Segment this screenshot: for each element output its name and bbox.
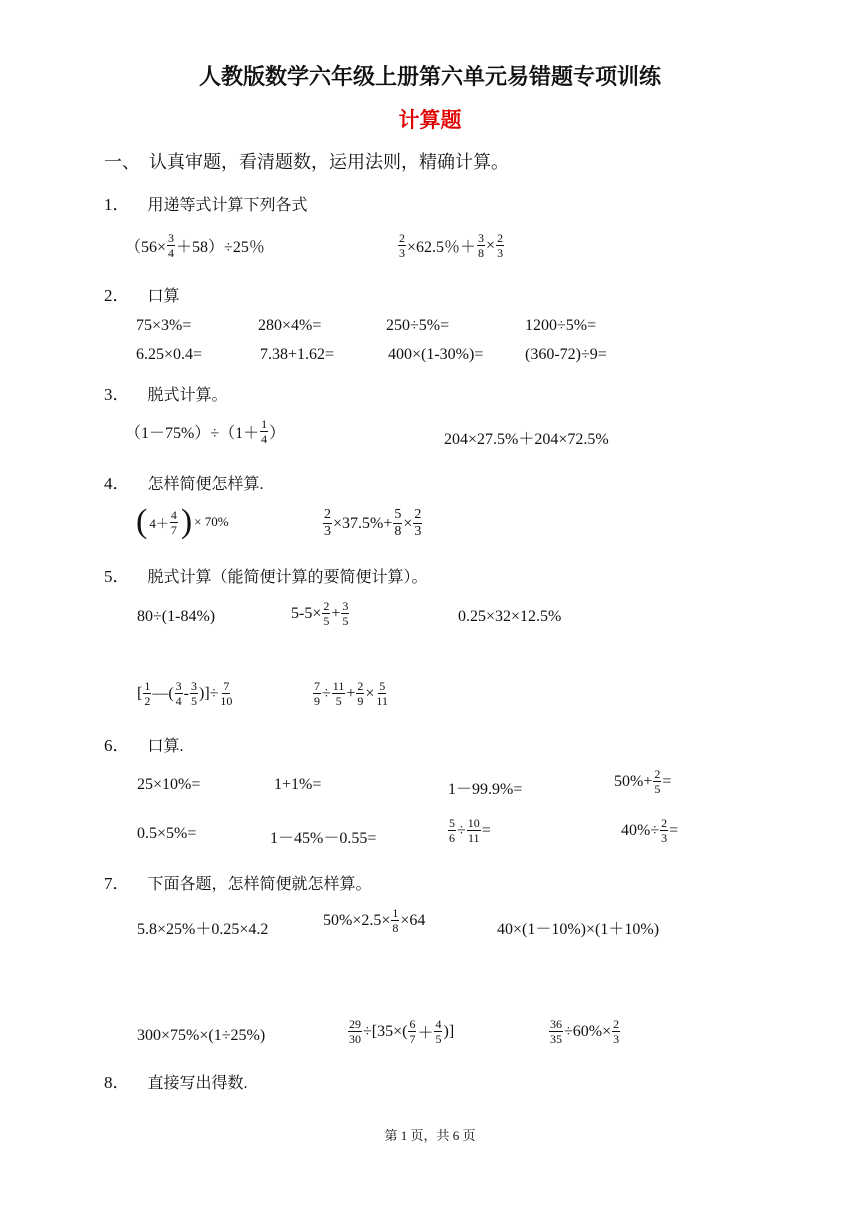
fraction: $\frac{1}{4}$ [261,417,268,446]
question-text: 口算 [147,288,180,305]
question-text: 下面各题，怎样简便就怎样算。 [147,876,372,893]
question-5 [104,562,428,587]
fraction: $\frac{7}{10}$ [220,679,233,708]
fraction: $\frac{7}{9}$ [314,679,320,708]
expr-text: ×37.5%+ [333,514,393,532]
expr-text: + [346,684,356,702]
fraction: $\frac{11}{5}$ [332,679,345,708]
expr-text: ） [269,425,286,442]
question-2 [104,281,180,306]
expr-text: ＋ [417,1025,434,1042]
q7-expression-e [347,1018,454,1045]
fraction: $\frac{3}{4}$ [168,231,175,260]
oral-calc-item [621,817,678,844]
page-subtitle: 计算题 [398,108,462,132]
q4-expression-a [134,505,229,539]
expr-text: ×62.5％＋ [407,239,477,256]
fraction: $\frac{3}{8}$ [478,231,485,260]
question-number: 8． [104,1073,130,1092]
expr-text: —( [152,684,174,702]
expr-text: × [403,514,413,532]
page-title: 人教版数学六年级上册第六单元易错题专项训练 [198,64,661,89]
question-text: 用递等式计算下列各式 [147,197,308,214]
fraction: $\frac{4}{7}$ [170,507,177,537]
q7-expression-d: 300×75%×(1÷25%) [137,1027,266,1044]
fraction: $\frac{2}{3}$ [497,231,504,260]
paren-left: ( [136,503,148,540]
fraction: $\frac{4}{5}$ [435,1017,442,1046]
fraction: $\frac{2}{5}$ [323,599,330,628]
question-number: 2． [104,286,130,305]
oral-calc-item: 250÷5%= [386,317,450,334]
q3-expression-b: 204×27.5%＋204×72.5% [444,431,609,448]
question-text: 直接写出得数. [147,1075,248,1092]
question-number: 5． [104,567,130,586]
fraction: $\frac{3}{5}$ [342,599,349,628]
oral-calc-item: 25×10%= [137,776,201,793]
oral-calc-item: (360-72)÷9= [525,346,607,363]
q7-expression-b [323,907,425,934]
question-text: 脱式计算。 [147,387,228,404]
expr-text: - [183,684,189,702]
question-7 [104,869,372,894]
oral-calc-item: 1200÷5%= [525,317,597,334]
fraction: $\frac{1}{8}$ [392,906,399,935]
fraction: $\frac{29}{30}$ [349,1017,361,1046]
fraction: $\frac{5}{6}$ [449,816,455,845]
expr-text: × [365,684,375,702]
paren-right: ) [180,503,193,540]
fraction: $\frac{2}{3}$ [613,1017,620,1046]
expr-text: ÷ [457,821,466,839]
question-number: 1． [104,195,130,214]
question-8 [104,1068,248,1093]
fraction: $\frac{10}{11}$ [467,816,480,845]
question-number: 6． [104,736,130,755]
fraction: $\frac{36}{35}$ [550,1017,562,1046]
question-4 [104,469,264,494]
question-1 [104,190,308,215]
oral-calc-item: 280×4%= [258,317,322,334]
q1-expression-b [397,232,505,259]
oral-calc-item: 0.5×5%= [137,825,197,842]
expr-text: ÷60%× [564,1022,612,1040]
q7-expression-a: 5.8×25%＋0.25×4.2 [137,921,269,938]
expr-text: [ [137,684,143,702]
expr-text: = [481,821,491,839]
expr-text: = [662,772,672,790]
oral-calc-item: 6.25×0.4= [136,346,203,363]
question-number: 7． [104,874,130,893]
expr-text: 4＋ [149,515,169,531]
section-heading: 一、 认真审题，看清题数，运用法则，精确计算。 [104,152,509,172]
expr-text: × [486,236,496,254]
oral-calc-item: 7.38+1.62= [260,346,335,363]
oral-calc-item: 1－45%－0.55= [270,830,377,847]
expr-text: ÷ [322,684,331,702]
expr-text: )]÷ [198,684,219,702]
fraction: $\frac{1}{2}$ [144,679,151,708]
expr-text: （1－75%）÷（1＋ [125,425,260,442]
oral-calc-item: 1－99.9%= [448,781,523,798]
expr-text: 40%÷ [621,821,660,839]
q7-expression-f [548,1018,621,1045]
question-3 [104,380,228,405]
fraction: $\frac{2}{5}$ [654,767,661,796]
expr-text: （56× [125,239,167,256]
q5-expression-b [291,600,350,627]
question-number: 3． [104,385,130,404]
oral-calc-item [614,768,671,795]
expr-text: ×64 [400,911,426,929]
q7-expression-c: 40×(1－10%)×(1＋10%) [497,921,660,938]
fraction: $\frac{6}{7}$ [409,1017,416,1046]
fraction: $\frac{2}{3}$ [399,231,405,260]
q5-expression-c: 0.25×32×12.5% [458,608,562,625]
q5-expression-d [137,680,234,707]
fraction: $\frac{3}{4}$ [175,679,182,708]
question-text: 脱式计算（能简便计算的要简便计算）。 [147,569,428,586]
page-footer: 第 1 页，共 6 页 [384,1128,476,1143]
oral-calc-item [447,817,491,844]
question-6 [104,731,184,756]
expr-text: × 70% [194,514,229,529]
oral-calc-item: 1+1%= [274,776,322,793]
expr-text: ÷[35×( [363,1022,408,1040]
fraction: $\frac{2}{3}$ [661,816,668,845]
expr-text: + [331,604,341,622]
question-number: 4． [104,474,130,493]
q5-expression-e [312,680,390,707]
question-text: 怎样简便怎样算. [147,476,264,493]
expr-text: 5-5× [291,604,322,622]
oral-calc-item: 400×(1-30%)= [388,346,484,363]
question-text: 口算. [147,738,184,755]
q1-expression-a [125,232,265,259]
fraction: $\frac{2}{3}$ [414,507,422,539]
q4-expression-b [322,508,423,539]
fraction: $\frac{3}{5}$ [190,679,197,708]
expr-text: ＋58）÷25％ [176,239,265,256]
oral-calc-item: 75×3%= [136,317,192,334]
fraction: $\frac{5}{11}$ [376,679,388,708]
fraction: $\frac{5}{8}$ [394,507,402,539]
fraction: $\frac{2}{9}$ [357,679,364,708]
expr-text: 50%+ [614,772,653,790]
expr-text: = [669,821,679,839]
q3-expression-a [125,418,285,445]
expr-text: )] [443,1022,455,1040]
expr-text: 50%×2.5× [323,911,391,929]
q5-expression-a: 80÷(1-84%) [137,608,216,625]
fraction: $\frac{2}{3}$ [324,507,331,539]
